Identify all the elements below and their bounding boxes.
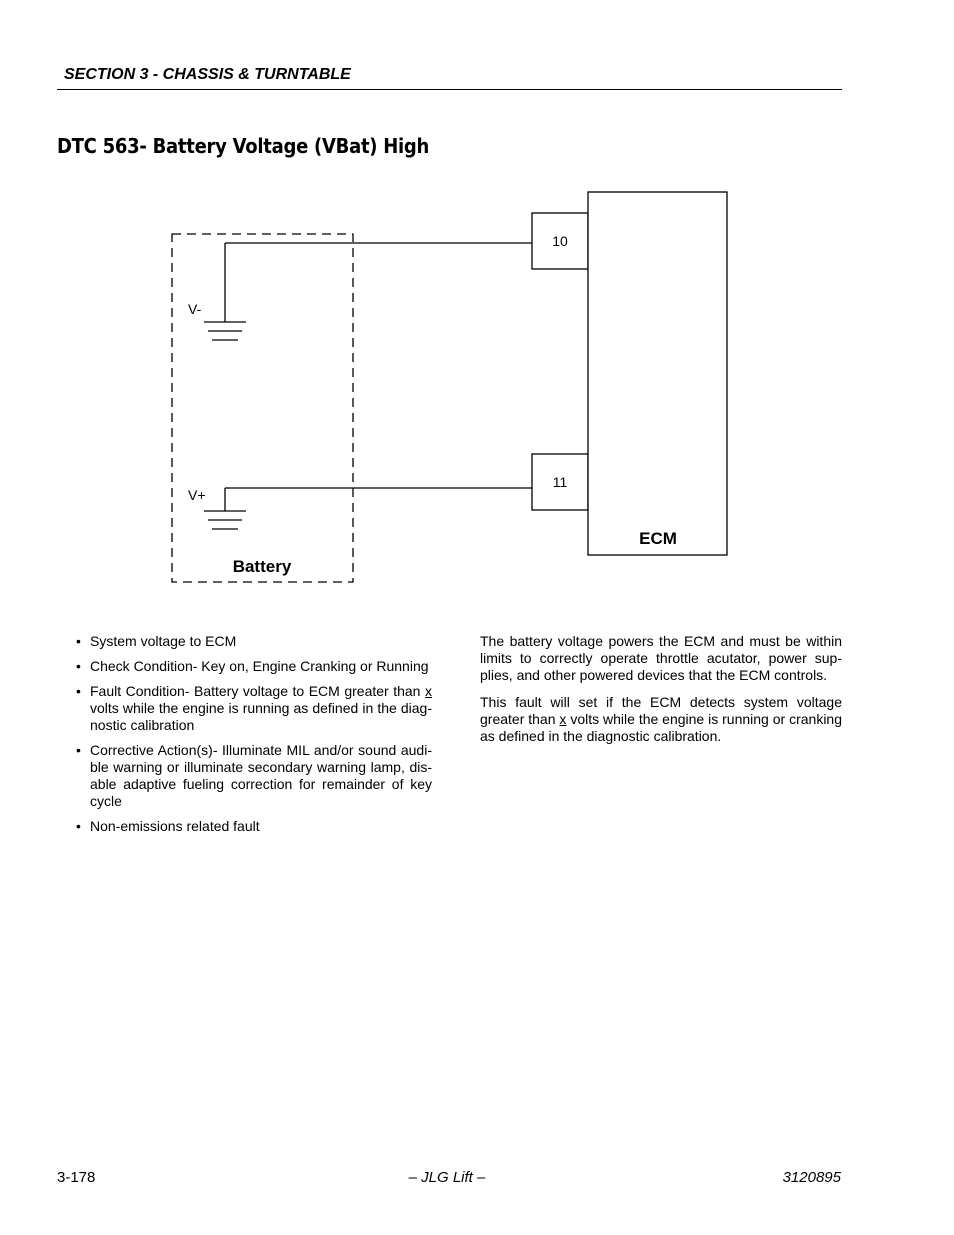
bullet-item	[76, 683, 432, 734]
paragraph-text: volts while the engine is running or cranking as defined in the diagnostic calibration.	[480, 711, 842, 744]
ecm-label: ECM	[639, 529, 677, 548]
description-paragraph: The battery voltage powers the ECM and must be within limits to correctly operate throttle acutator, power sup-plies, and other powered devices that the ECM controls.	[480, 633, 842, 683]
section-header: SECTION 3 - CHASSIS & TURNTABLE	[64, 66, 351, 83]
description-paragraph	[480, 694, 842, 745]
paragraph-text: This fault will set if the ECM detects system voltage greater than	[480, 694, 842, 727]
bullet-list	[76, 633, 432, 843]
bullet-text: volts while the engine is running as defined in the diag-nostic calibration	[90, 700, 432, 733]
page-number: 3-178	[57, 1169, 96, 1186]
bullet-item: • Non-emissions related fault	[76, 818, 432, 835]
bullet-item: • Check Condition- Key on, Engine Cranking or Running	[76, 658, 432, 675]
bullet-text: Fault Condition- Battery voltage to ECM greater than	[90, 683, 425, 699]
ecm-box	[588, 192, 727, 555]
pin-label-10: 10	[552, 233, 568, 249]
bullet-item: • System voltage to ECM	[76, 633, 432, 650]
page-title: DTC 563- Battery Voltage (VBat) High	[57, 134, 430, 158]
variable-x: x	[425, 683, 432, 699]
vplus-label: V+	[188, 487, 206, 503]
description-column	[480, 633, 842, 755]
pin-label-11: 11	[552, 474, 568, 490]
vminus-label: V-	[188, 301, 202, 317]
bullet-item: • Corrective Action(s)- Illuminate MIL and/or sound audi-ble warning or illuminate secondary warning lamp, dis-able adaptive fueling correction for remainder of key cycle	[76, 742, 432, 810]
footer-brand: – JLG Lift –	[408, 1169, 486, 1186]
battery-box	[172, 234, 353, 582]
variable-x: x	[559, 711, 567, 727]
battery-label: Battery	[232, 557, 292, 576]
document-number: 3120895	[782, 1169, 841, 1186]
